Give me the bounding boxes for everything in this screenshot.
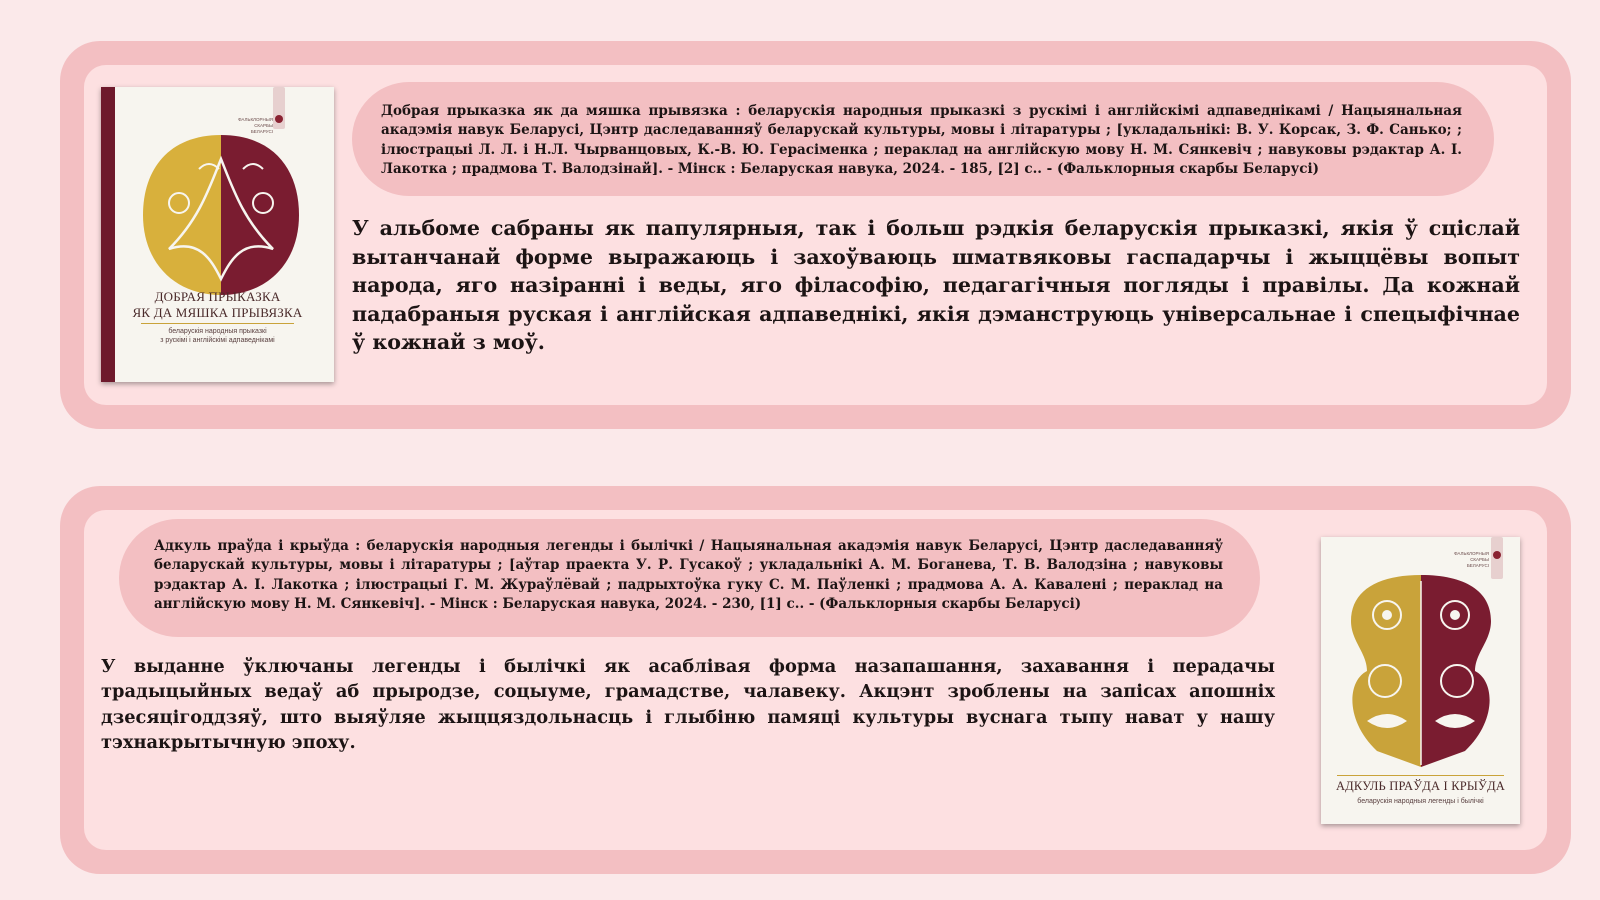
cover-divider <box>141 323 294 324</box>
book-description-1: У альбоме сабраны як папулярныя, так і больш рэдкія беларускія прыказкі, якія ў сціслай вытанчанай форме выражаюць і захоўваюць шматвяковы гаспадарчы і жыццёвы вопыт народа, яго назіранні і веды, яго філасофію, педагагічныя погляды і правілы. Да кожнай падабраныя руская і англійская адпаведнікі, якія дэманструюць універсальнае і спецыфічнае ў кожнай з моў. <box>352 216 1520 354</box>
cover-series-label: ФАЛЬКЛОРНЫЯ СКАРБЫ БЕЛАРУСІ <box>1454 551 1489 568</box>
bibliography-text-1: Добрая прыказка як да мяшка прывязка : беларускія народныя прыказкі з рускімі і англійскімі адпаведнікамі / Нацыянальная акадэмія навук Беларусі, Цэнтр даследаванняў беларускай культуры, мовы і літаратуры ; [укладальнікі: В. У. Корсак, З. Ф. Санько; ; ілюстрацыі Л. Л. і Н.Л. Чырванцовых, К.-В. Ю. Герасіменка ; пераклад на англійскую мову Н. М. Сянкевіч ; навуковы рэдактар А. І. Лакотка ; прадмова Т. Валодзінай]. - Мінск : Беларуская навука, 2024. - 185, [2] с.. - (Фальклорныя скарбы Беларусі) <box>381 103 1462 178</box>
bibliography-box-1 <box>352 82 1494 196</box>
cover-subtitle-line-1: беларускія народныя прыказкі <box>168 328 267 335</box>
book-cover-1[interactable] <box>101 87 334 382</box>
cover-title-line-1: ДОБРАЯ ПРЫКАЗКА <box>154 289 281 304</box>
bibliography-box-2 <box>119 519 1260 637</box>
cover-divider <box>1337 775 1504 776</box>
cover-title-line-1: АДКУЛЬ ПРАЎДА І КРЫЎДА <box>1335 779 1506 793</box>
bibliography-text-2: Адкуль праўда і крыўда : беларускія народныя легенды і былічкі / Нацыянальная акадэмія навук Беларусі, Цэнтр даследаванняў беларускай культуры, мовы і літаратуры ; [аўтар праекта У. Р. Гусакоў ; укладальнікі А. М. Боганева, Т. В. Валодзіна ; навуковы рэдактар А. І. Лакотка ; ілюстрацыі Г. М. Жураўлёвай ; падрыхтоўка гуку С. М. Паўленкі ; прадмова А. А. Кавалені ; пераклад на англійскую мову Н. М. Сянкевіч]. - Мінск : Беларуская навука, 2024. - 230, [1] с.. - (Фальклорныя скарбы Беларусі) <box>154 538 1223 613</box>
cover-illustration-2 <box>1337 571 1505 771</box>
cover-emblem <box>273 87 285 129</box>
cover-title-line-2: ЯК ДА МЯШКА ПРЫВЯЗКА <box>132 305 303 320</box>
cover-emblem <box>1491 537 1503 579</box>
cover-subtitle-line-1: беларускія народныя легенды і былічкі <box>1357 798 1484 805</box>
book-description-2: У выданне ўключаны легенды і былічкі як асаблівая форма назапашання, захавання і перадачы традыцыйных ведаў аб прыродзе, соцыуме, грамадстве, чалавеку. Акцэнт зроблены на запісах апошніх дзесяцігоддзяў, што выяўляе жыццяздольнасць і глыбіню памяці культуры вуснага тыпу нават у нашу тэхнакрытычную эпоху. <box>101 656 1275 754</box>
cover-subtitle-line-2: з рускімі і англійскімі адпаведнікамі <box>160 337 275 344</box>
cover-illustration-1 <box>139 129 303 301</box>
cover-series-label: ФАЛЬКЛОРНЫЯ СКАРБЫ БЕЛАРУСІ <box>238 117 273 134</box>
book-cover-2[interactable] <box>1321 537 1520 824</box>
